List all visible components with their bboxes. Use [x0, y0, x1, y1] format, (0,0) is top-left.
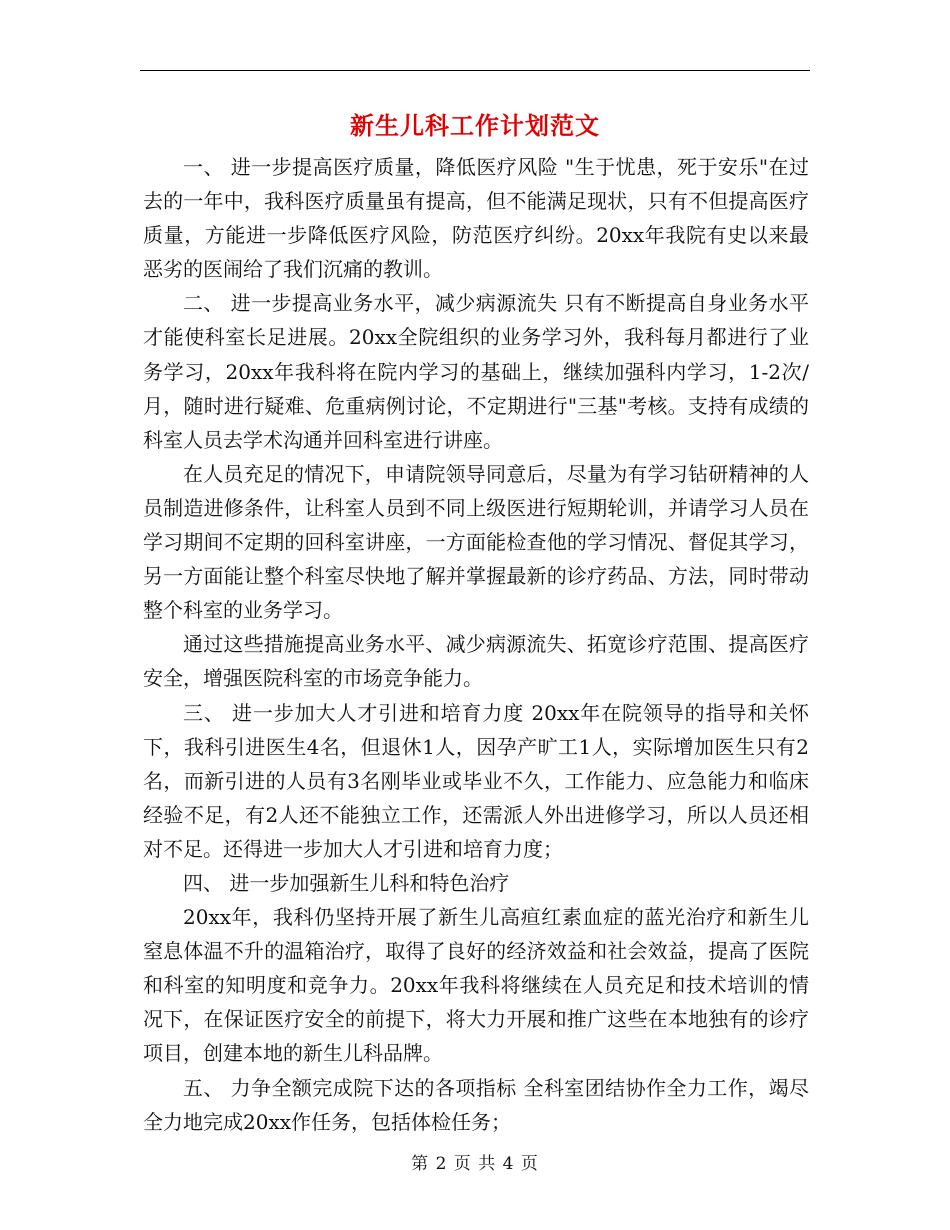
paragraph-5: 三、 进一步加大人才引进和培育力度 20xx年在院领导的指导和关怀下，我科引进医生4名，但退休1人，因孕产旷工1人，实际增加医生只有2名，而新引进的人员有3名刚毕业或毕业不久，工作能力、应急能力和临床经验不足，有2人还不能独立工作，还需派人外出进修学习，所以人员还相对不足。还得进一步加大人才引进和培育力度；: [143, 700, 809, 861]
header-rule: [140, 70, 810, 71]
page-title: 新生儿科工作计划范文: [350, 111, 600, 140]
paragraph-8: 五、 力争全额完成院下达的各项指标 全科室团结协作全力工作，竭尽全力地完成20xx作任务，包括体检任务；: [143, 1075, 809, 1134]
paragraph-2: 二、 进一步提高业务水平，减少病源流失 只有不断提高自身业务水平才能使科室长足进展。20xx全院组织的业务学习外，我科每月都进行了业务学习，20xx年我科将在院内学习的基础上，继续加强科内学习，1-2次/月，随时进行疑难、危重病例讨论，不定期进行"三基"考核。支持有成绩的科室人员去学术沟通并回科室进行讲座。: [143, 291, 809, 452]
document-body: [143, 150, 809, 1139]
paragraph-6: 四、 进一步加强新生儿科和特色治疗: [183, 870, 510, 895]
paragraph-1: 一、 进一步提高医疗质量，降低医疗风险 "生于忧患，死于安乐"在过去的一年中，我科医疗质量虽有提高，但不能满足现状，只有不但提高医疗质量，方能进一步降低医疗风险，防范医疗纠纷。20xx年我院有史以来最恶劣的医闹给了我们沉痛的教训。: [143, 155, 809, 282]
page-number-footer: 第 2 页 共 4 页: [411, 1154, 539, 1174]
paragraph-3: 在人员充足的情况下，申请院领导同意后，尽量为有学习钻研精神的人员制造进修条件，让科室人员到不同上级医进行短期轮训，并请学习人员在学习期间不定期的回科室讲座，一方面能检查他的学习情况、督促其学习，另一方面能让整个科室尽快地了解并掌握最新的诊疗药品、方法，同时带动整个科室的业务学习。: [143, 461, 809, 623]
paragraph-4: 通过这些措施提高业务水平、减少病源流失、拓宽诊疗范围、提高医疗安全，增强医院科室的市场竞争能力。: [143, 632, 809, 691]
paragraph-7: 20xx年，我科仍坚持开展了新生儿高疸红素血症的蓝光治疗和新生儿窒息体温不升的温箱治疗，取得了良好的经济效益和社会效益，提高了医院和科室的知明度和竞争力。20xx年我科将继续在人员充足和技术培训的情况下，在保证医疗安全的前提下，将大力开展和推广这些在本地独有的诊疗项目，创建本地的新生儿科品牌。: [143, 905, 809, 1066]
